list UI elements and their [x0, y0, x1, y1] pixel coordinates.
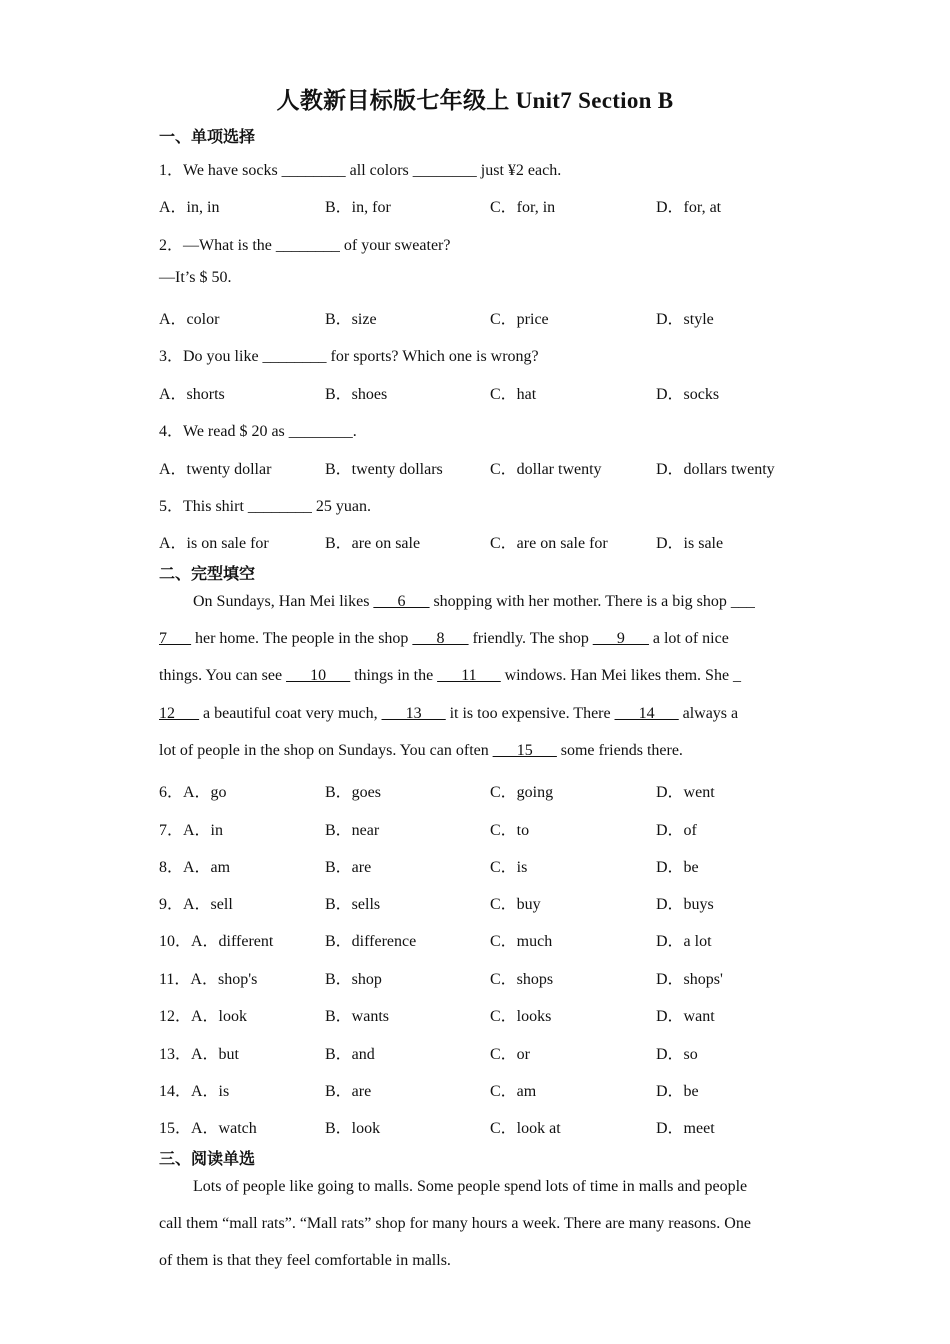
q1-option-c: C．for, in	[490, 199, 556, 216]
q4-option-a: A．twenty dollar	[159, 461, 272, 478]
cloze-q6-option-a: 6．A．go	[159, 784, 227, 801]
q3-option-b: B．shoes	[325, 386, 388, 403]
cloze-q12-option-a: 12．A．look	[159, 1008, 248, 1025]
cloze-q9-option-a: 9．A．sell	[159, 896, 233, 913]
q1-option-d: D．for, at	[656, 199, 722, 216]
cloze-text: shopping with her mother. There is a big shop	[433, 593, 731, 610]
blank-8: ___8___	[412, 630, 469, 647]
cloze-line-2	[159, 630, 793, 648]
question-3: 3．Do you like ________ for sports? Which one is wrong?	[159, 348, 539, 365]
q4-option-c: C．dollar twenty	[490, 461, 602, 478]
q3-option-c: C．hat	[490, 386, 537, 403]
cloze-q9-option-b: B．sells	[325, 896, 381, 913]
cloze-text: a lot of nice	[652, 630, 729, 647]
cloze-q7-option-b: B．near	[325, 822, 380, 839]
cloze-q15-option-b: B．look	[325, 1120, 381, 1137]
cloze-q13-option-c: C．or	[490, 1046, 531, 1063]
cloze-text: On Sundays, Han Mei likes	[193, 593, 374, 610]
blank-10: ___10___	[286, 667, 351, 684]
cloze-line-3	[159, 667, 793, 685]
blank-12-start: _	[733, 667, 742, 684]
cloze-text: some friends there.	[560, 742, 683, 759]
question-4: 4．We read $ 20 as ________.	[159, 423, 357, 440]
cloze-q9-option-c: C．buy	[490, 896, 541, 913]
cloze-q6-option-b: B．goes	[325, 784, 382, 801]
blank-13: ___13___	[381, 705, 446, 722]
cloze-q6-option-d: D．went	[656, 784, 715, 801]
section-heading-reading: 三、阅读单选	[159, 1149, 256, 1168]
cloze-line-4	[159, 705, 793, 723]
q3-option-a: A．shorts	[159, 386, 225, 403]
cloze-q14-option-c: C．am	[490, 1083, 537, 1100]
section-heading-single-choice: 一、单项选择	[159, 127, 256, 146]
cloze-q8-option-a: 8．A．am	[159, 859, 231, 876]
blank-9: ___9___	[592, 630, 649, 647]
cloze-q12-option-b: B．wants	[325, 1008, 390, 1025]
cloze-q8-option-d: D．be	[656, 859, 699, 876]
cloze-q14-option-d: D．be	[656, 1083, 699, 1100]
cloze-q13-option-b: B．and	[325, 1046, 375, 1063]
reading-line-1: Lots of people like going to malls. Some people spend lots of time in malls and people	[193, 1178, 748, 1195]
cloze-text: her home. The people in the shop	[195, 630, 413, 647]
cloze-q11-option-b: B．shop	[325, 971, 382, 988]
q5-option-d: D．is sale	[656, 535, 724, 552]
cloze-q10-option-d: D．a lot	[656, 933, 712, 950]
cloze-q13-option-a: 13．A．but	[159, 1046, 240, 1063]
cloze-q11-option-a: 11．A．shop's	[159, 971, 258, 988]
q4-option-d: D．dollars twenty	[656, 461, 775, 478]
cloze-line-5	[159, 742, 793, 760]
cloze-q11-option-d: D．shops'	[656, 971, 723, 988]
blank-12-end: 12___	[159, 705, 199, 722]
cloze-text: it is too expensive. There	[449, 705, 615, 722]
question-5: 5．This shirt ________ 25 yuan.	[159, 498, 371, 515]
cloze-q15-option-c: C．look at	[490, 1120, 561, 1137]
blank-11: ___11___	[437, 667, 501, 684]
q3-option-d: D．socks	[656, 386, 720, 403]
cloze-q15-option-d: D．meet	[656, 1120, 715, 1137]
section-heading-cloze: 二、完型填空	[159, 564, 256, 583]
q4-option-b: B．twenty dollars	[325, 461, 443, 478]
cloze-q14-option-a: 14．A．is	[159, 1083, 230, 1100]
q5-option-b: B．are on sale	[325, 535, 421, 552]
blank-6: ___6___	[373, 593, 430, 610]
cloze-text: lot of people in the shop on Sundays. You can often	[159, 742, 493, 759]
q2-option-c: C．price	[490, 311, 549, 328]
cloze-q8-option-b: B．are	[325, 859, 372, 876]
q2-option-a: A．color	[159, 311, 220, 328]
question-2: 2．—What is the ________ of your sweater?	[159, 237, 451, 254]
cloze-q10-option-a: 10．A．different	[159, 933, 274, 950]
cloze-q9-option-d: D．buys	[656, 896, 714, 913]
cloze-text: windows. Han Mei likes them. She	[504, 667, 734, 684]
cloze-q12-option-d: D．want	[656, 1008, 715, 1025]
cloze-q7-option-d: D．of	[656, 822, 697, 839]
cloze-q10-option-b: B．difference	[325, 933, 417, 950]
cloze-text: friendly. The shop	[472, 630, 593, 647]
cloze-text: always a	[682, 705, 739, 722]
cloze-q15-option-a: 15．A．watch	[159, 1120, 257, 1137]
blank-7-start: ___	[730, 593, 755, 610]
cloze-q11-option-c: C．shops	[490, 971, 554, 988]
cloze-text: a beautiful coat very much,	[203, 705, 382, 722]
question-1: 1．We have socks ________ all colors ________ just ¥2 each.	[159, 162, 562, 179]
blank-14: ___14___	[614, 705, 679, 722]
cloze-q14-option-b: B．are	[325, 1083, 372, 1100]
cloze-q8-option-c: C．is	[490, 859, 528, 876]
cloze-q12-option-c: C．looks	[490, 1008, 552, 1025]
question-2-answer-line: —It’s $ 50.	[159, 269, 232, 286]
page-title: 人教新目标版七年级上 Unit7 Section B	[276, 88, 674, 113]
blank-15: ___15___	[492, 742, 557, 759]
cloze-text: things in the	[354, 667, 438, 684]
reading-line-3: of them is that they feel comfortable in malls.	[159, 1252, 451, 1269]
reading-line-2: call them “mall rats”. “Mall rats” shop for many hours a week. There are many reasons. One	[159, 1215, 751, 1232]
cloze-q13-option-d: D．so	[656, 1046, 698, 1063]
cloze-q6-option-c: C．going	[490, 784, 554, 801]
cloze-text: things. You can see	[159, 667, 287, 684]
cloze-q7-option-a: 7．A．in	[159, 822, 224, 839]
q2-option-d: D．style	[656, 311, 714, 328]
cloze-line-1	[159, 593, 827, 611]
blank-7-end: 7___	[159, 630, 191, 647]
q5-option-a: A．is on sale for	[159, 535, 269, 552]
cloze-q10-option-c: C．much	[490, 933, 553, 950]
q1-option-b: B．in, for	[325, 199, 391, 216]
cloze-q7-option-c: C．to	[490, 822, 530, 839]
q1-option-a: A．in, in	[159, 199, 220, 216]
q2-option-b: B．size	[325, 311, 377, 328]
q5-option-c: C．are on sale for	[490, 535, 608, 552]
